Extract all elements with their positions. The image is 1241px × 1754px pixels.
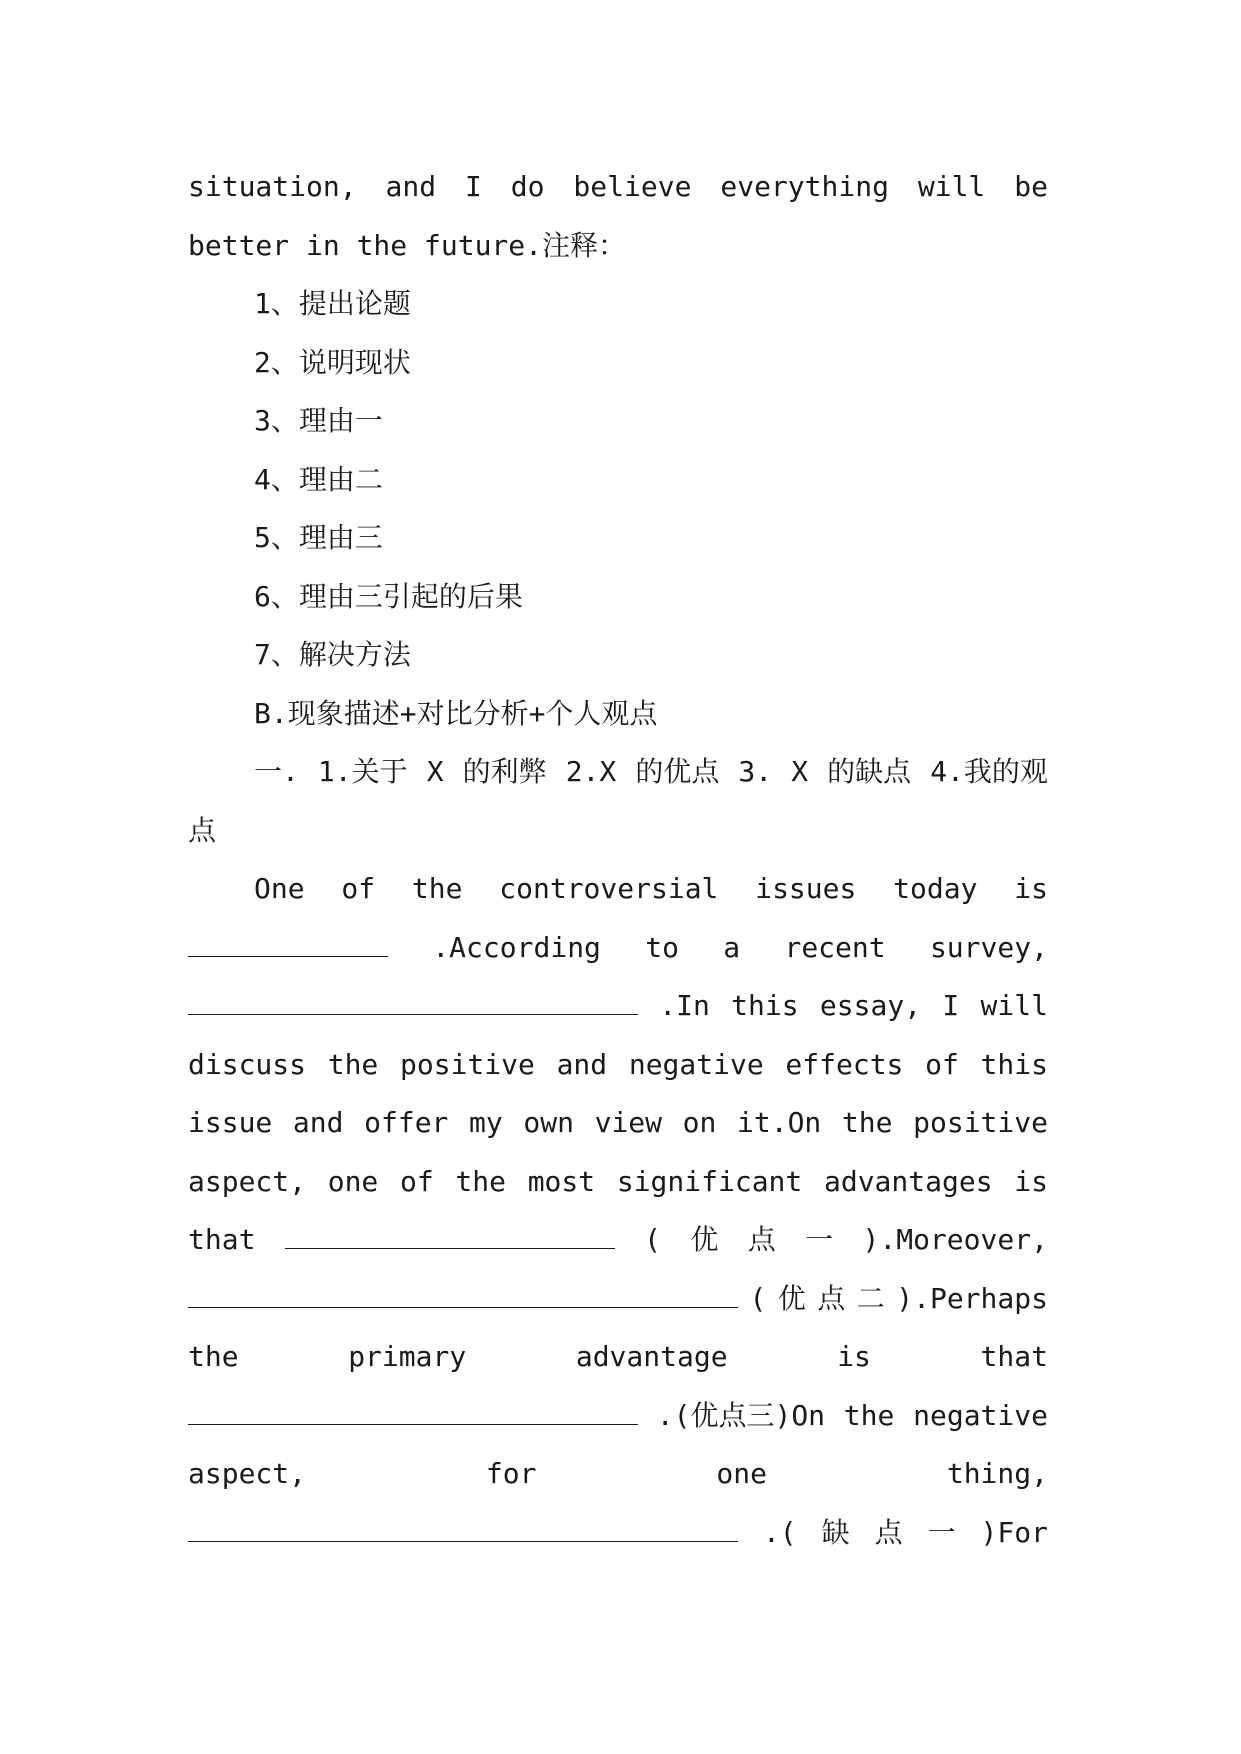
word: 一. xyxy=(254,755,299,788)
word: essay, xyxy=(819,989,922,1022)
word: a xyxy=(723,930,741,964)
word: thing, xyxy=(946,1457,1048,1490)
word: .In xyxy=(659,989,710,1022)
word: that xyxy=(980,1340,1048,1373)
word: 4.我的观 xyxy=(930,755,1048,788)
word: 点 xyxy=(817,1281,846,1315)
word: issues xyxy=(755,872,857,905)
word: will xyxy=(917,170,986,203)
word: 优 xyxy=(777,1281,806,1315)
text-line xyxy=(188,626,1048,685)
fill-in-blank xyxy=(188,1271,738,1308)
text-line xyxy=(188,1036,1048,1095)
word: and xyxy=(385,170,437,203)
word: is xyxy=(837,1340,871,1373)
text-line xyxy=(188,392,1048,451)
document-page xyxy=(188,158,1048,1562)
line-text: 6、理由三引起的后果 xyxy=(254,579,523,613)
word: the xyxy=(455,1164,506,1198)
word: )For xyxy=(980,1515,1048,1549)
word: that xyxy=(188,1223,256,1256)
text-line xyxy=(188,743,1048,802)
word: aspect, xyxy=(188,1457,307,1490)
word: of xyxy=(400,1164,434,1198)
word: my xyxy=(469,1106,503,1139)
word: 一 xyxy=(927,1515,956,1549)
word: to xyxy=(645,930,679,964)
word: situation, xyxy=(188,170,357,203)
word: on xyxy=(682,1106,717,1139)
word: 点 xyxy=(747,1223,776,1256)
word: survey, xyxy=(929,930,1048,964)
word: 二 xyxy=(856,1281,885,1315)
line-text: 5、理由三 xyxy=(254,521,383,554)
text-line xyxy=(188,334,1048,393)
word: 3. xyxy=(738,755,773,788)
word: .( xyxy=(762,1515,797,1549)
word: I xyxy=(942,989,960,1022)
text-line xyxy=(188,977,1048,1036)
word: ).Perhaps xyxy=(896,1281,1048,1315)
text-line xyxy=(188,1153,1048,1212)
word: 优 xyxy=(690,1223,719,1256)
text-line xyxy=(188,802,1048,861)
word: be xyxy=(1014,170,1048,203)
word: positive xyxy=(913,1106,1048,1139)
word: advantage xyxy=(575,1340,728,1373)
word: X xyxy=(791,755,809,788)
word: for xyxy=(485,1457,537,1490)
word: the xyxy=(411,872,463,905)
word: 缺 xyxy=(821,1515,850,1549)
line-text: B.现象描述+对比分析+个人观点 xyxy=(254,696,658,730)
word: own xyxy=(523,1106,574,1139)
word: One xyxy=(254,872,305,905)
word: one xyxy=(716,1457,767,1490)
word: 1.关于 xyxy=(317,755,408,788)
word: and xyxy=(292,1106,344,1139)
word: .(优点三)On xyxy=(656,1398,826,1432)
word: believe xyxy=(573,170,692,203)
text-line xyxy=(188,1094,1048,1153)
word: the xyxy=(327,1047,379,1081)
text-line xyxy=(188,275,1048,334)
word: negative xyxy=(913,1398,1048,1432)
word: ( xyxy=(644,1223,662,1256)
word: of xyxy=(925,1047,959,1081)
word: recent xyxy=(784,930,886,964)
word: of xyxy=(341,872,376,905)
line-text: better in the future.注释： xyxy=(188,228,627,262)
text-line xyxy=(188,217,1048,276)
text-line xyxy=(188,1387,1048,1446)
word: advantages xyxy=(823,1164,993,1198)
word: ( xyxy=(749,1281,767,1315)
word: 一 xyxy=(805,1223,834,1256)
word: one xyxy=(327,1164,379,1198)
word: primary xyxy=(348,1340,467,1373)
word: offer xyxy=(364,1106,449,1139)
line-text: 点 xyxy=(188,813,217,847)
fill-in-blank xyxy=(188,978,638,1015)
line-text: 4、理由二 xyxy=(254,462,383,496)
word: issue xyxy=(188,1106,273,1139)
text-line xyxy=(188,1504,1048,1563)
word: today xyxy=(893,872,978,905)
word: is xyxy=(1014,872,1048,905)
word: negative xyxy=(628,1047,764,1081)
text-line xyxy=(188,685,1048,744)
word: is xyxy=(1014,1164,1048,1198)
text-line xyxy=(188,509,1048,568)
word: ).Moreover, xyxy=(862,1223,1048,1256)
word: 点 xyxy=(874,1515,903,1549)
word: X xyxy=(426,755,444,788)
word: aspect, xyxy=(188,1164,307,1198)
text-line xyxy=(188,1270,1048,1329)
text-line xyxy=(188,451,1048,510)
word: this xyxy=(980,1047,1048,1081)
text-line xyxy=(188,1328,1048,1387)
word: positive xyxy=(400,1047,535,1081)
fill-in-blank xyxy=(285,1212,615,1249)
word: .According xyxy=(432,930,601,964)
line-text: 1、提出论题 xyxy=(254,287,411,320)
word: significant xyxy=(616,1164,803,1198)
word: discuss xyxy=(188,1047,307,1081)
word: the xyxy=(841,1106,893,1139)
word: 的利弊 xyxy=(462,755,547,788)
fill-in-blank xyxy=(188,920,388,957)
text-line xyxy=(188,1211,1048,1270)
word: will xyxy=(980,989,1048,1022)
word: the xyxy=(843,1398,895,1432)
text-line xyxy=(188,919,1048,978)
word: 2.X xyxy=(565,755,617,788)
text-line xyxy=(188,860,1048,919)
word: 的优点 xyxy=(635,755,720,788)
word: controversial xyxy=(499,872,719,905)
line-text: 3、理由一 xyxy=(254,404,383,437)
word: view xyxy=(594,1106,663,1139)
word: I xyxy=(465,170,482,203)
line-text: 2、说明现状 xyxy=(254,345,411,379)
fill-in-blank xyxy=(188,1388,638,1425)
word: most xyxy=(527,1164,596,1198)
word: everything xyxy=(720,170,889,203)
word: it.On xyxy=(737,1106,822,1139)
word: effects xyxy=(785,1047,904,1081)
text-line xyxy=(188,1445,1048,1504)
word: this xyxy=(731,989,799,1022)
word: the xyxy=(188,1340,239,1373)
fill-in-blank xyxy=(188,1505,738,1542)
text-line xyxy=(188,568,1048,627)
word: 的缺点 xyxy=(827,755,912,788)
line-text: 7、解决方法 xyxy=(254,638,411,671)
text-line xyxy=(188,158,1048,217)
word: and xyxy=(556,1047,608,1081)
word: do xyxy=(510,170,545,203)
